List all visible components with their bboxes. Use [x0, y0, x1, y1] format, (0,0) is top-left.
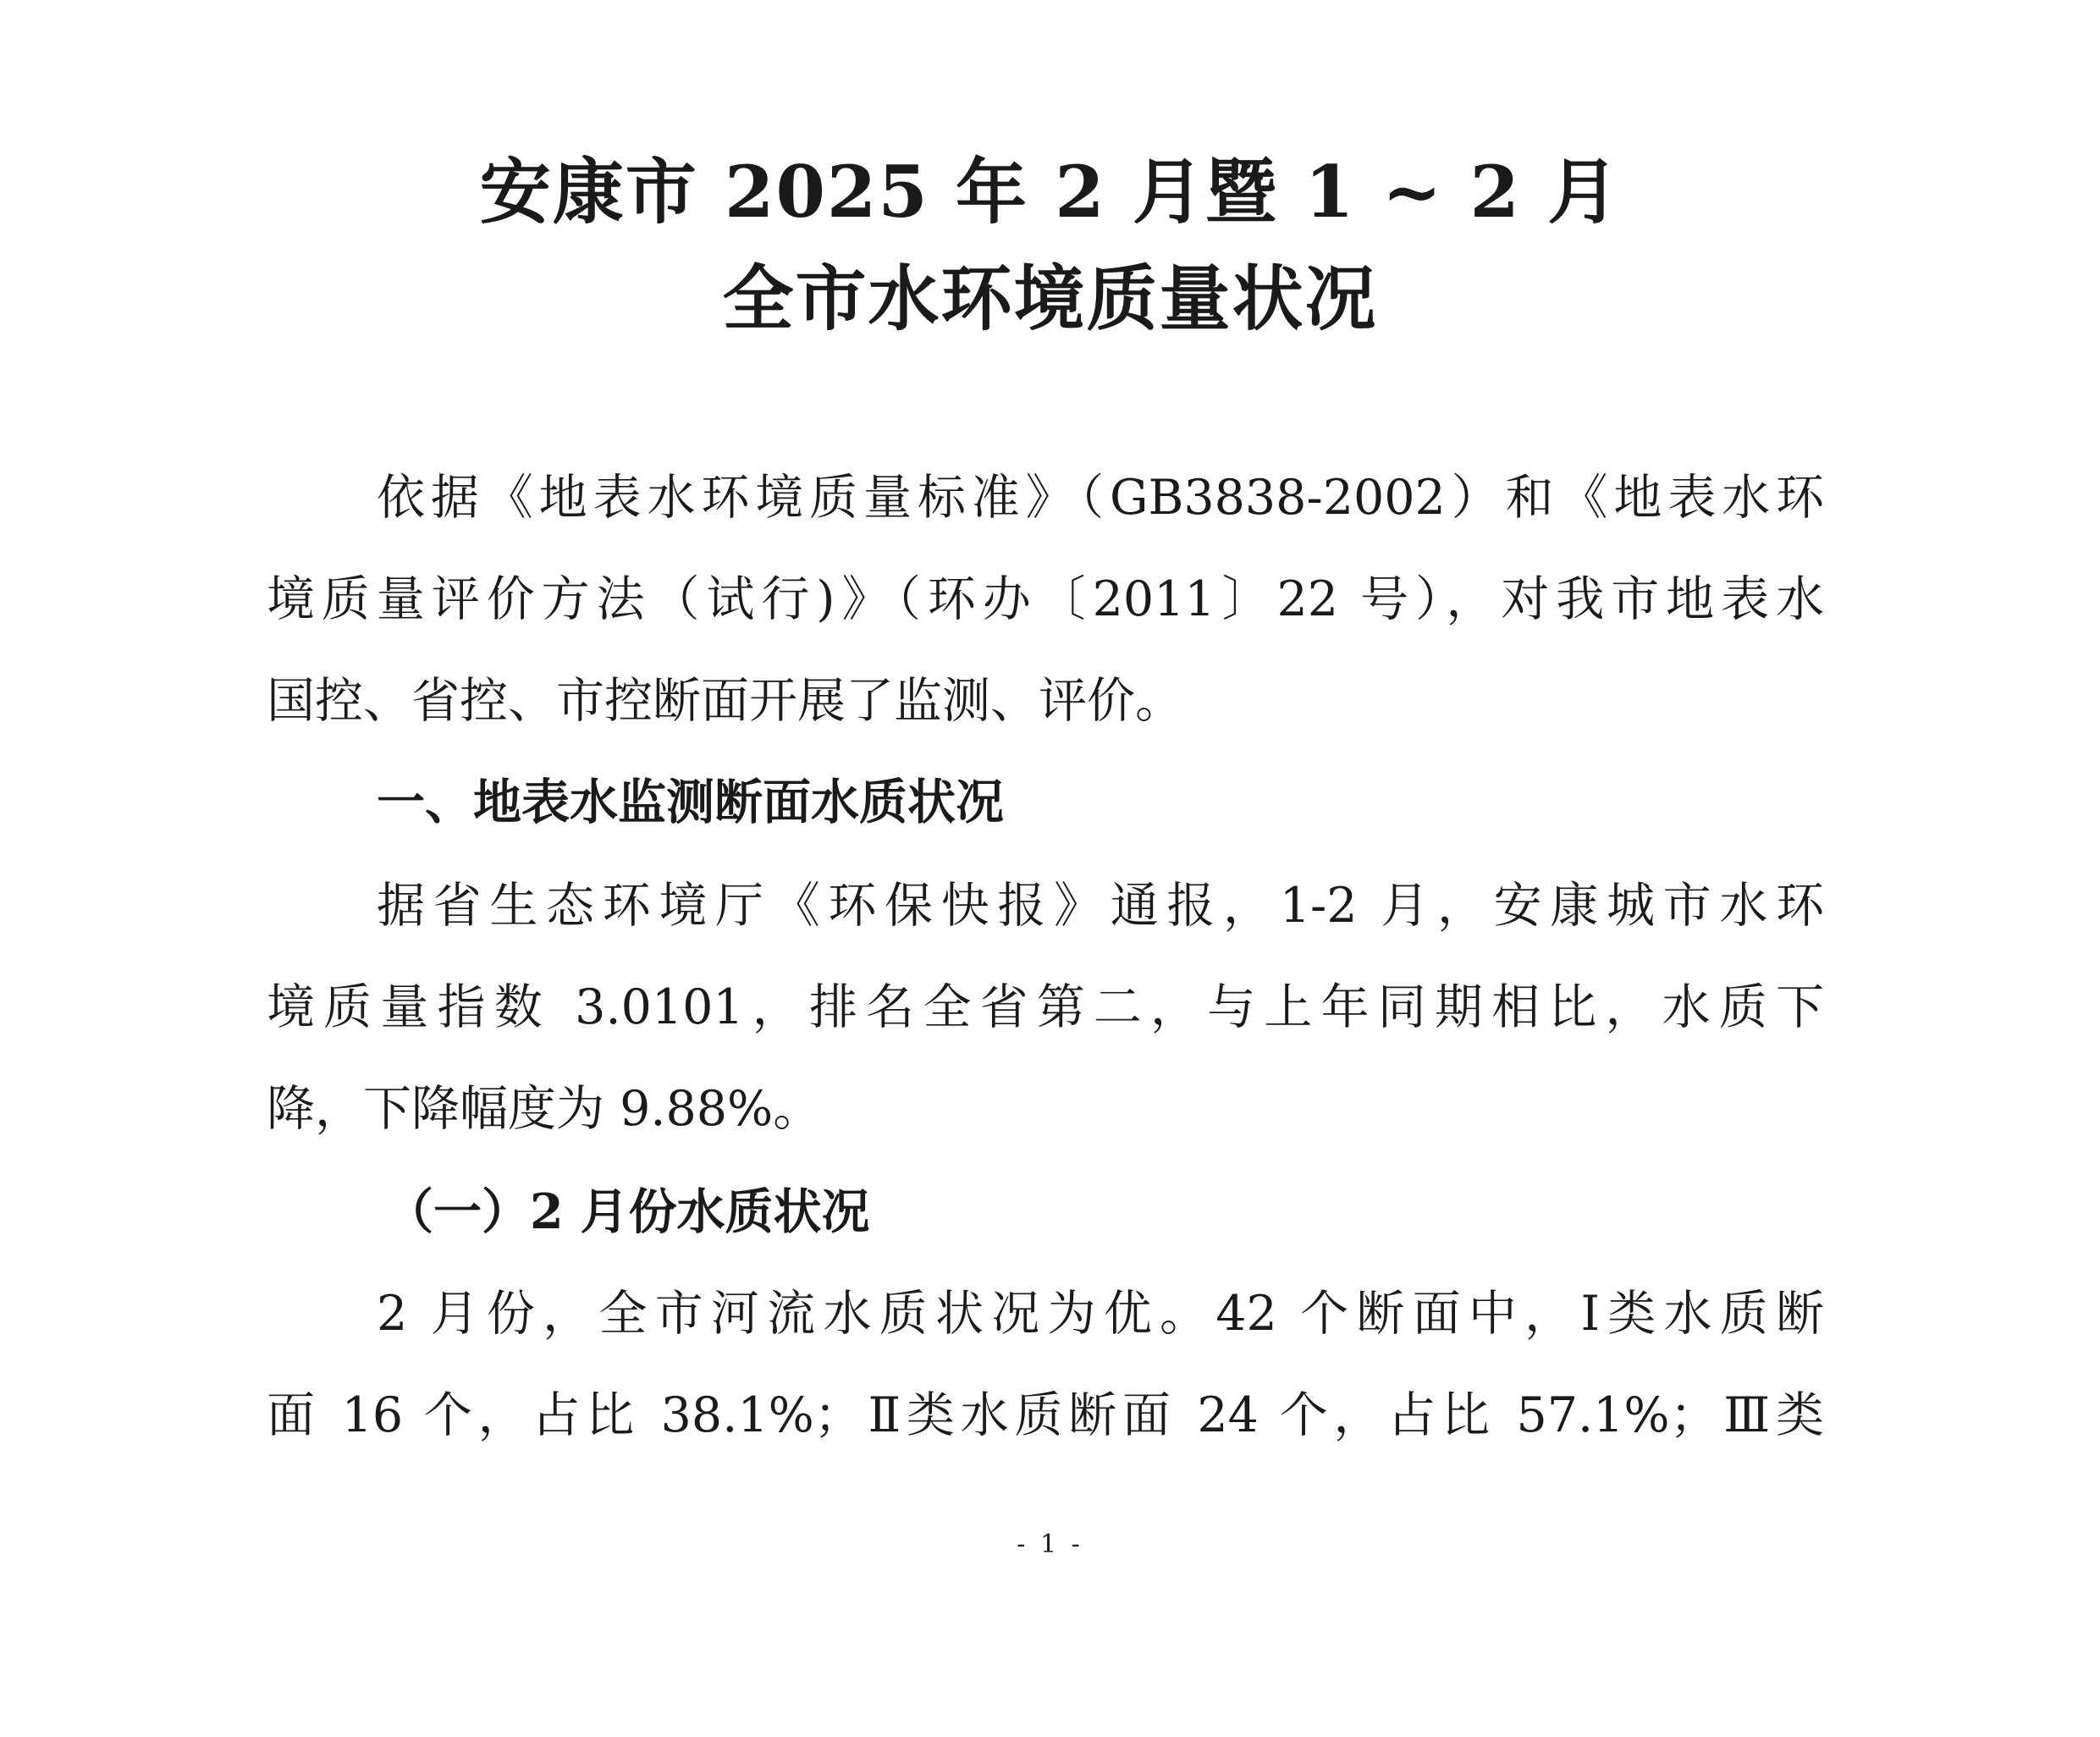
paragraph-1-line-3: 国控、省控、市控断面开展了监测、评价。: [267, 673, 1183, 729]
section-heading-1: 一、地表水监测断面水质状况: [377, 774, 1004, 830]
paragraph-2-line-1: 据省生态环境厅《环保快报》通报，1-2 月，安康城市水环: [377, 878, 1824, 934]
page-number: - 1 -: [1017, 1530, 1083, 1559]
document-title-line-1: 安康市 2025 年 2 月暨 1 ~ 2 月: [479, 150, 1621, 234]
paragraph-2-line-3: 降，下降幅度为 9.88%。: [267, 1081, 822, 1137]
section-heading-2: （一）2 月份水质状况: [385, 1183, 870, 1240]
document-title-line-2: 全市水环境质量状况: [722, 256, 1378, 340]
paragraph-1-line-2: 境质量评价方法（试行)》（环办〔2011〕22 号），对我市地表水: [267, 571, 1824, 627]
paragraph-1-line-1: 依据《地表水环境质量标准》（GB3838-2002）和《地表水环: [377, 470, 1824, 526]
paragraph-2-line-2: 境质量指数 3.0101，排名全省第二，与上年同期相比，水质下: [267, 979, 1824, 1035]
paragraph-3-line-2: 面 16 个，占比 38.1%；Ⅱ类水质断面 24 个，占比 57.1%；Ⅲ类: [267, 1387, 1824, 1443]
paragraph-3-line-1: 2 月份，全市河流水质状况为优。42 个断面中，Ⅰ类水质断: [377, 1286, 1824, 1342]
